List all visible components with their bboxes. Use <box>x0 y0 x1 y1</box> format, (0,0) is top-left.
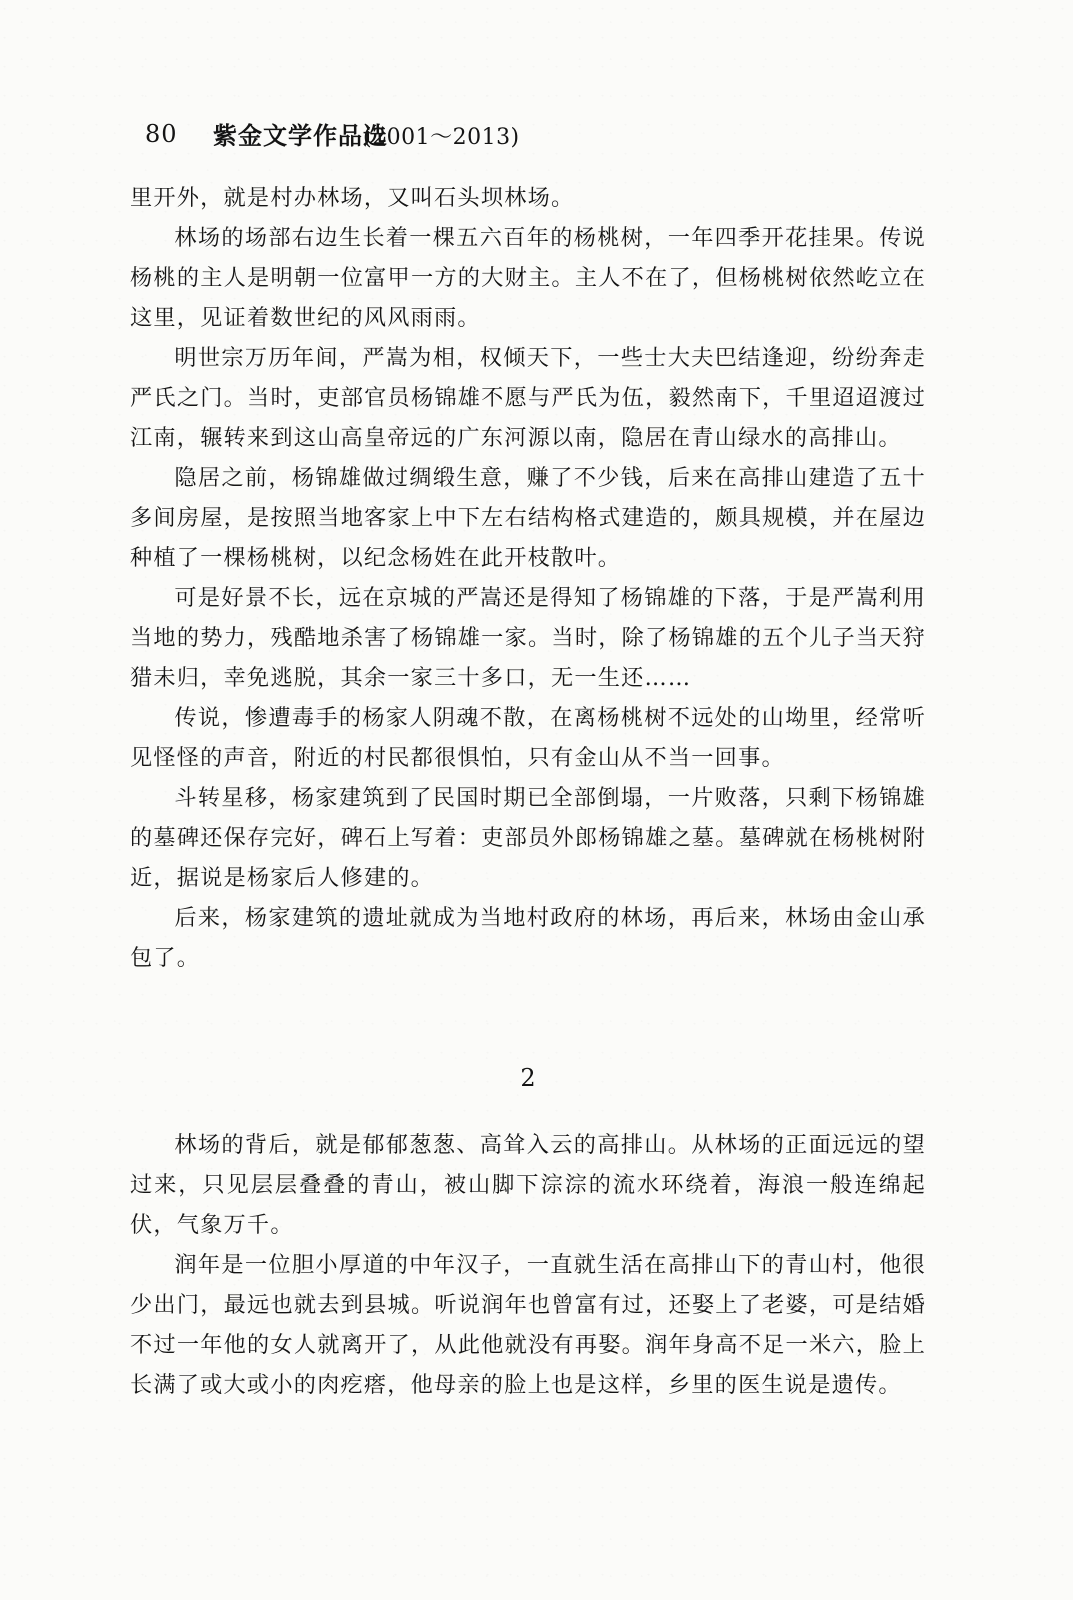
paragraph: 可是好景不长，远在京城的严嵩还是得知了杨锦雄的下落，于是严嵩利用当地的势力，残酷地杀害了杨锦雄一家。当时，除了杨锦雄的五个儿子当天狩猎未归，幸免逃脱，其余一家三十多口，无一生还…… <box>130 585 926 691</box>
paragraph: 隐居之前，杨锦雄做过绸缎生意，赚了不少钱，后来在高排山建造了五十多间房屋，是按照当地客家上中下左右结构格式建造的，颇具规模，并在屋边种植了一棵杨桃树，以纪念杨姓在此开枝散叶。 <box>130 465 926 571</box>
page-header <box>145 116 845 156</box>
section-1-text <box>130 178 926 978</box>
paragraph: 斗转星移，杨家建筑到了民国时期已全部倒塌，一片败落，只剩下杨锦雄的墓碑还保存完好，碑石上写着：吏部员外郎杨锦雄之墓。墓碑就在杨桃树附近，据说是杨家后人修建的。 <box>130 785 926 891</box>
paragraph: 林场的背后，就是郁郁葱葱、高耸入云的高排山。从林场的正面远远的望过来，只见层层叠叠的青山，被山脚下淙淙的流水环绕着，海浪一般连绵起伏，气象万千。 <box>130 1132 926 1238</box>
book-title: 紫金文学作品选 <box>213 122 388 150</box>
paragraph: 明世宗万历年间，严嵩为相，权倾天下，一些士大夫巴结逢迎，纷纷奔走严氏之门。当时，吏部官员杨锦雄不愿与严氏为伍，毅然南下，千里迢迢渡过江南，辗转来到这山高皇帝远的广东河源以南，隐居在青山绿水的高排山。 <box>130 345 926 451</box>
paragraph: 后来，杨家建筑的遗址就成为当地村政府的林场，再后来，林场由金山承包了。 <box>130 905 926 971</box>
page-number: 80 <box>145 120 178 148</box>
paragraph: 林场的场部右边生长着一棵五六百年的杨桃树，一年四季开花挂果。传说杨桃的主人是明朝一位富甲一方的大财主。主人不在了，但杨桃树依然屹立在这里，见证着数世纪的风风雨雨。 <box>130 225 926 331</box>
paragraph: 润年是一位胆小厚道的中年汉子，一直就生活在高排山下的青山村，他很少出门，最远也就去到县城。听说润年也曾富有过，还娶上了老婆，可是结婚不过一年他的女人就离开了，从此他就没有再娶。润年身高不足一米六，脸上长满了或大或小的肉疙瘩，他母亲的脸上也是这样，乡里的医生说是遗传。 <box>130 1252 926 1398</box>
section-number: 2 <box>520 1064 536 1092</box>
paragraph: 传说，惨遭毒手的杨家人阴魂不散，在离杨桃树不远处的山坳里，经常听见怪怪的声音，附近的村民都很惧怕，只有金山从不当一回事。 <box>130 705 926 771</box>
section-2-text <box>130 1125 926 1405</box>
paragraph: 里开外，就是村办林场，又叫石头坝林场。 <box>130 185 575 211</box>
book-years: (2001～2013) <box>363 125 520 150</box>
